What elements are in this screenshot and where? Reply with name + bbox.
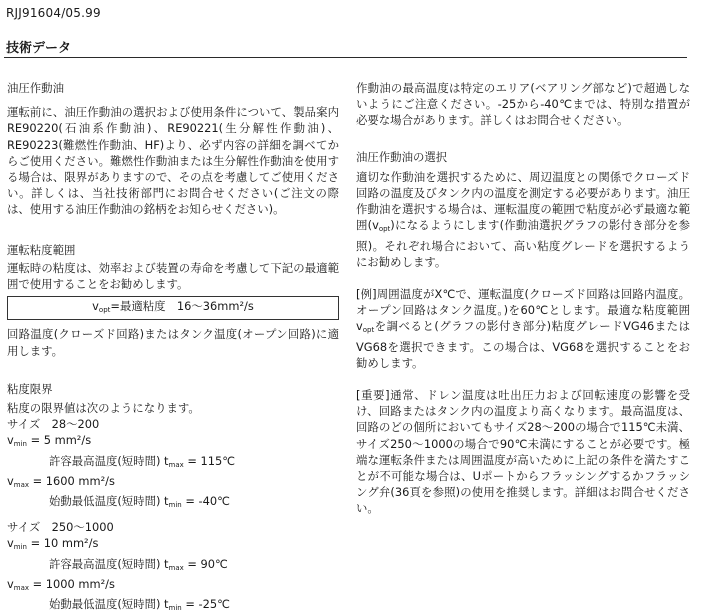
size1-max-temperature: 許容最高温度(短時間) $t_{max}$ = 115℃ <box>49 453 236 469</box>
optimal-viscosity-subscript: opt <box>98 306 111 315</box>
fluid-selection-text: 適切な作動油を選択するために、周辺温度との関係でクローズド回路の温度及びタンク内の温度を測定する必要があります。油圧作動油を選択する場合は、運転温度の範囲で粘度が必ず最適な範囲$(v_{opt})$になるようにします(作動油選択グラフの影付き部分を参照)。それぞれ場合において、高い粘度グレードを選択するようにお勧めします。 <box>356 169 691 269</box>
viscosity-range-note: 回路温度(クローズド回路)またはタンク温度(オープン回路)に適用します。 <box>7 327 339 358</box>
page-title: 技術データ <box>6 41 72 56</box>
size2-max-viscosity: $v_{max} = 1000$ mm²/s <box>7 576 115 592</box>
document-id: RJJ91604/05.99 <box>6 6 101 20</box>
example-paragraph: [例]周囲温度がX℃で、運転温度(クローズド回路は回路内温度。オープン回路はタンク温度。)を60℃とします。最適な粘度範囲$v_{opt}$を調べると(グラフの影付き部分)粘度グレードVG46またはVG68を選択できます。この場合は、VG68を選択することをお勧めします。 <box>356 287 690 370</box>
important-paragraph: [重要]通常、ドレン温度は吐出圧力および回転速度の影響を受け、回路またはタンク内の温度より高くなります。最高温度は、回路のどの個所においてもサイズ28～200の場合で115℃未満、サイズ250～1000の場合で90℃未満にすることが必要です。極端な運転条件または周囲温度が高いために上記の条件を満たすことが不可能な場合は、Uポートからフラッシングするかフラッシング弁(36頁を参照)の使用を推奨します。詳細はお問合せください。 <box>356 388 690 516</box>
optimal-viscosity-symbol: v <box>92 299 99 314</box>
section-heading-hydraulic-fluid: 油圧作動油 <box>7 81 64 95</box>
section-heading-viscosity-limits: 粘度限界 <box>7 381 53 396</box>
size1-min-temperature: 始動最低温度(短時間) $t_{min}$ = -40℃ <box>49 494 230 510</box>
size-group-1: サイズ 28～200 <box>7 417 100 432</box>
left-column <box>7 80 339 616</box>
section-heading-viscosity-range: 運転粘度範囲 <box>7 242 76 257</box>
size2-max-temperature: 許容最高温度(短時間) $t_{max}$ = 90℃ <box>49 556 228 572</box>
size-group-2: サイズ 250～1000 <box>7 520 114 535</box>
optimal-viscosity-value: =最適粘度 16～36mm²/s <box>110 299 254 314</box>
size2-min-temperature: 始動最低温度(短時間) $t_{min}$ = -25℃ <box>49 597 230 613</box>
size1-max-viscosity: $v_{max} = 1600$ mm²/s <box>7 473 115 489</box>
hydraulic-fluid-text: 運転前に、油圧作動油の選択および使用条件について、製品案内RE90220(石油系作動油)、RE90221(生分解性作動油)、RE90223(難燃性作動油、HF)より、必ず内容の詳細を調べてからご使用ください。難燃性作動油または生分解性作動油を使用する場合は、限界がありますので、その点を考慮してご使用ください。詳しくは、当社技術部門にお問合せください(ご注文の際は、使用する油圧作動油の銘柄をお知らせください)。 <box>7 105 339 217</box>
size2-min-viscosity: $v_{min} = 10$ mm²/s <box>7 536 99 552</box>
right-column <box>356 80 690 517</box>
title-divider <box>4 57 687 58</box>
viscosity-limits-intro: 粘度の限界値は次のようになります。 <box>7 401 200 416</box>
optimal-viscosity-box <box>7 296 339 320</box>
size1-min-viscosity: $v_{min} = 5$ mm²/s <box>7 433 92 449</box>
section-heading-fluid-selection: 油圧作動油の選択 <box>356 149 448 164</box>
viscosity-range-text: 運転時の粘度は、効率および装置の寿命を考慮して下記の最適範囲で使用することをお勧めします。 <box>7 260 339 292</box>
max-temperature-note: 作動油の最高温度は特定のエリア(ベアリング部など)で超過しないようにご注意ください。-25から-40℃までは、特別な措置が必要な場合があります。詳しくはお問合せください。 <box>356 81 690 128</box>
